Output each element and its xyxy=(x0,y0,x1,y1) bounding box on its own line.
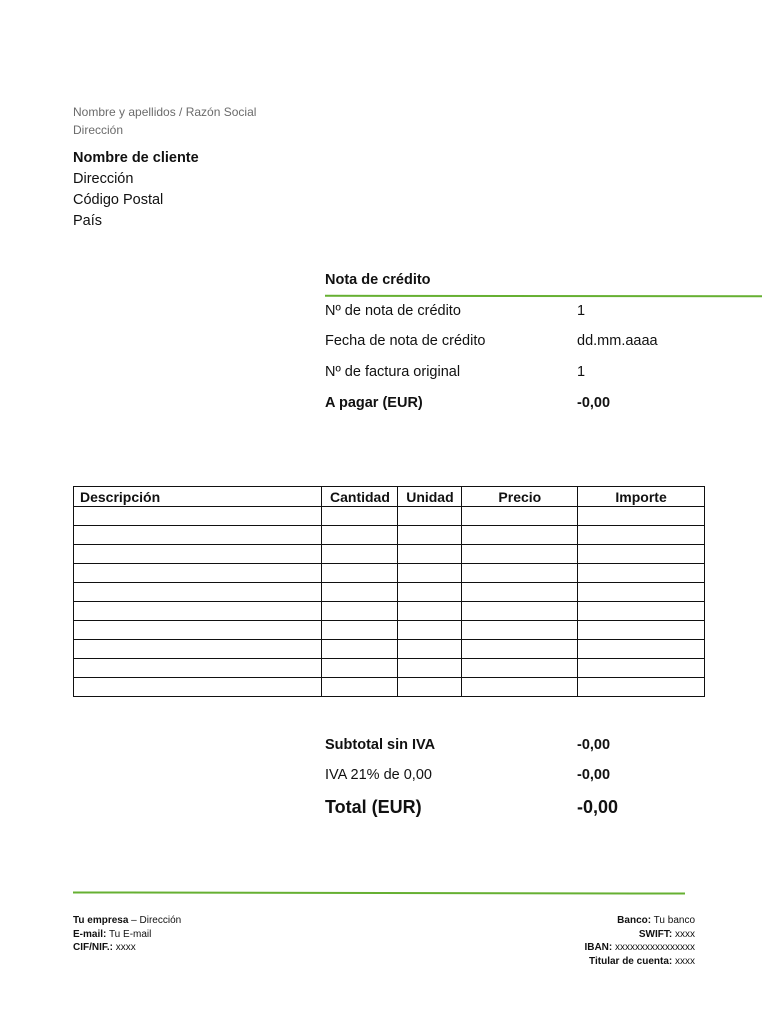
table-row xyxy=(74,507,705,526)
table-row xyxy=(74,659,705,678)
col-amount: Importe xyxy=(578,487,705,507)
footer-divider xyxy=(73,891,685,894)
col-quantity: Cantidad xyxy=(322,487,398,507)
footer-swift-value: xxxx xyxy=(672,928,695,940)
credit-note-number-value: 1 xyxy=(577,303,586,319)
total-label: Total (EUR) xyxy=(325,797,422,817)
table-row xyxy=(74,678,705,697)
iva-value: -0,00 xyxy=(577,767,611,783)
table-cell xyxy=(398,659,462,678)
table-cell xyxy=(578,526,705,545)
footer-company xyxy=(73,914,181,928)
iva-label: IVA 21% de 0,00 xyxy=(325,767,432,783)
table-cell xyxy=(462,545,578,564)
client-block xyxy=(73,148,199,232)
table-cell xyxy=(322,545,398,564)
sender-address: Dirección xyxy=(73,123,124,137)
table-cell xyxy=(74,545,322,564)
col-description: Descripción xyxy=(74,487,322,507)
sender-block xyxy=(73,103,256,139)
table-cell xyxy=(322,659,398,678)
footer-bank-label: Banco: xyxy=(617,915,652,926)
footer-account-holder-label: Titular de cuenta: xyxy=(589,955,673,967)
table-cell xyxy=(74,526,322,545)
table-cell xyxy=(322,526,398,545)
table-cell xyxy=(462,602,578,621)
footer-iban xyxy=(584,941,695,955)
table-cell xyxy=(322,621,398,640)
table-cell xyxy=(74,640,322,659)
footer-email xyxy=(73,928,181,942)
footer-tax-id-label: CIF/NIF.: xyxy=(73,942,113,953)
items-table-header xyxy=(74,487,705,507)
credit-note-divider xyxy=(325,295,762,297)
table-row xyxy=(74,564,705,583)
table-cell xyxy=(578,507,705,526)
footer-iban-label: IBAN: xyxy=(584,942,613,953)
amount-due-row xyxy=(325,395,745,415)
client-address: Dirección xyxy=(73,171,134,187)
table-cell xyxy=(74,659,322,678)
table-row xyxy=(74,602,705,621)
table-cell xyxy=(398,507,462,526)
table-cell xyxy=(322,583,398,602)
table-cell xyxy=(398,545,462,564)
table-cell xyxy=(462,621,578,640)
original-invoice-row xyxy=(325,364,745,384)
footer-email-label: E-mail: xyxy=(73,928,107,940)
table-cell xyxy=(462,678,578,697)
table-cell xyxy=(398,678,462,697)
table-cell xyxy=(398,526,462,545)
table-cell xyxy=(578,678,705,697)
items-table xyxy=(73,486,705,697)
table-cell xyxy=(578,545,705,564)
table-cell xyxy=(322,640,398,659)
table-row xyxy=(74,526,705,545)
footer-iban-value: xxxxxxxxxxxxxxxx xyxy=(612,942,695,953)
table-cell xyxy=(462,526,578,545)
table-cell xyxy=(74,621,322,640)
footer-bank xyxy=(584,914,695,928)
credit-note-date-value: dd.mm.aaaa xyxy=(577,333,658,349)
client-postal-code: Código Postal xyxy=(73,192,164,208)
table-cell xyxy=(74,602,322,621)
credit-note-title: Nota de crédito xyxy=(325,272,431,288)
footer-account-holder xyxy=(584,955,695,969)
table-cell xyxy=(322,602,398,621)
table-cell xyxy=(462,583,578,602)
table-cell xyxy=(578,640,705,659)
table-cell xyxy=(462,640,578,659)
table-cell xyxy=(578,659,705,678)
table-cell xyxy=(398,564,462,583)
table-cell xyxy=(462,564,578,583)
original-invoice-label: Nº de factura original xyxy=(325,364,461,380)
table-cell xyxy=(74,583,322,602)
footer-company-label: Tu empresa xyxy=(73,915,129,926)
table-cell xyxy=(74,564,322,583)
table-cell xyxy=(322,507,398,526)
client-name: Nombre de cliente xyxy=(73,150,199,166)
footer-bank-info xyxy=(584,914,695,968)
footer-tax-id-value: xxxx xyxy=(113,942,136,953)
footer-bank-value: Tu banco xyxy=(651,915,695,926)
table-cell xyxy=(578,564,705,583)
table-cell xyxy=(462,659,578,678)
footer-account-holder-value: xxxx xyxy=(672,955,695,967)
total-value: -0,00 xyxy=(577,797,619,817)
table-cell xyxy=(578,602,705,621)
table-cell xyxy=(398,602,462,621)
table-cell xyxy=(578,583,705,602)
table-cell xyxy=(74,678,322,697)
table-row xyxy=(74,640,705,659)
subtotal-value: -0,00 xyxy=(577,737,611,753)
col-unit: Unidad xyxy=(398,487,462,507)
credit-note-number-row xyxy=(325,303,745,323)
table-cell xyxy=(74,507,322,526)
subtotal-label: Subtotal sin IVA xyxy=(325,737,436,753)
footer-email-value: Tu E-mail xyxy=(106,928,152,940)
footer-company-info xyxy=(73,914,181,955)
table-cell xyxy=(322,564,398,583)
table-cell xyxy=(398,583,462,602)
amount-due-label: A pagar (EUR) xyxy=(325,395,423,411)
footer-swift xyxy=(584,928,695,942)
credit-note-date-label: Fecha de nota de crédito xyxy=(325,333,486,349)
sender-name: Nombre y apellidos / Razón Social xyxy=(73,105,257,119)
col-price: Precio xyxy=(462,487,578,507)
table-row xyxy=(74,621,705,640)
client-country: País xyxy=(73,213,103,229)
table-cell xyxy=(578,621,705,640)
table-cell xyxy=(398,640,462,659)
credit-note-date-row xyxy=(325,333,745,353)
table-cell xyxy=(322,678,398,697)
table-row xyxy=(74,583,705,602)
table-cell xyxy=(462,507,578,526)
original-invoice-value: 1 xyxy=(577,364,586,380)
amount-due-value: -0,00 xyxy=(577,395,611,411)
table-row xyxy=(74,545,705,564)
footer-tax-id xyxy=(73,941,181,955)
credit-note-number-label: Nº de nota de crédito xyxy=(325,303,461,319)
table-cell xyxy=(398,621,462,640)
footer-company-value: – Dirección xyxy=(128,915,182,926)
footer-swift-label: SWIFT: xyxy=(638,928,673,940)
